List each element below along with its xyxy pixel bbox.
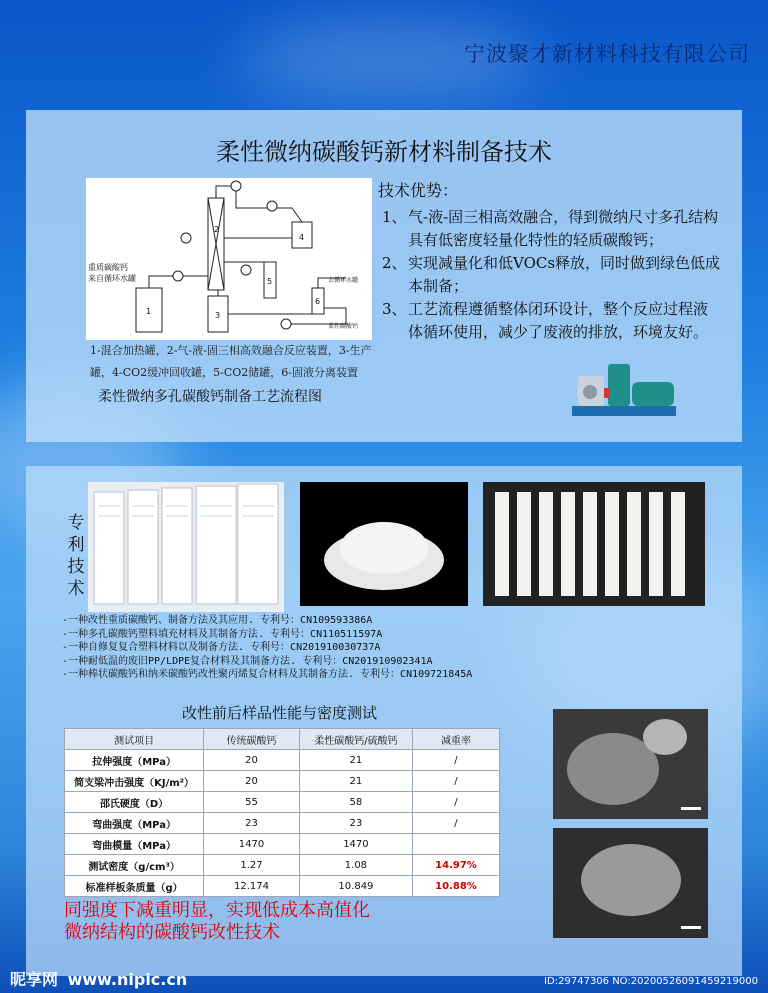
table-header-row [65,729,500,750]
cell-reduction: 14.97% [412,855,499,876]
slogan [64,900,370,944]
cell-flexible: 10.849 [299,876,412,897]
cell-traditional: 1.27 [204,855,300,876]
advantages-list [382,206,722,344]
cell-flexible: 21 [299,771,412,792]
cell-item: 简支梁冲击强度（KJ/m²） [65,771,204,792]
cell-item: 弯曲强度（MPa） [65,813,204,834]
cell-traditional: 12.174 [204,876,300,897]
cell-reduction: / [412,771,499,792]
sem-micrograph-image [553,709,708,819]
advantage-item [382,298,722,344]
advantage-number: 3、 [382,300,407,318]
advantage-text: 工艺流程遵循整体闭环设计，整个反应过程液体循环使用，减少了废液的排放，环境友好。 [408,300,709,341]
advantage-number: 1、 [382,208,407,226]
company-name: 宁波聚才新材料科技有限公司 [464,42,750,66]
patent-item: -一种多孔碳酸钙塑料填充材料及其制备方法. 专利号：CN110511597A [62,628,383,640]
cell-flexible: 23 [299,813,412,834]
header-item: 测试项目 [65,729,204,750]
advantage-text: 实现减量化和低VOCs释放，同时做到绿色低成本制备； [408,254,721,295]
patent-documents-image [88,482,284,612]
cell-item: 标准样板条质量（g） [65,876,204,897]
cell-reduction: / [412,792,499,813]
table-row [65,876,500,897]
cell-flexible: 1470 [299,834,412,855]
sem-micrograph-image [553,828,708,938]
test-specimens-image [483,482,705,606]
site-url: www.nipic.cn [67,970,188,989]
patent-item: -一种自修复复合塑料材料以及制备方法. 专利号：CN201910030737A [62,642,381,653]
performance-table [64,728,500,897]
footer [0,971,768,993]
table-title: 改性前后样品性能与密度测试 [182,704,378,722]
process-flow-diagram [86,178,372,340]
diagram-label-6: 6 [315,297,321,306]
advantage-item [382,206,722,252]
diagram-label-feed-top: 重质碳酸钙 [88,263,128,272]
cell-traditional: 23 [204,813,300,834]
diagram-label-1: 1 [146,307,152,316]
advantage-number: 2、 [382,254,407,272]
cell-flexible: 58 [299,792,412,813]
diagram-label-out-bottom: 柔性碳酸钙 [328,323,359,330]
cell-traditional: 20 [204,771,300,792]
diagram-caption: 1-混合加热罐，2-气-液-固三相高效融合反应装置，3-生产罐，4-CO2缓冲回收罐，5-CO2储罐，6-固液分离装置 [90,344,372,379]
diagram-label-out-top: 去循环水罐 [328,277,359,284]
cell-reduction: 10.88% [412,876,499,897]
table-row [65,792,500,813]
logo-text: 昵享网 [10,970,59,989]
header-traditional: 传统碳酸钙 [204,729,300,750]
diagram-label-3: 3 [215,311,221,320]
slogan-line-1: 同强度下减重明显，实现低成本高值化 [64,900,370,921]
table-row [65,834,500,855]
patent-item: -一种耐低温的废旧PP/LDPE复合材料及其制备方法. 专利号：CN201910902341A [62,655,433,667]
pump-equipment-image [568,362,678,424]
patent-item: -一种改性重质碳酸钙、制备方法及其应用. 专利号：CN109593386A [62,615,373,626]
cell-reduction: / [412,750,499,771]
cell-reduction: / [412,813,499,834]
image-id: ID:29747306 NO:20200526091459219000 [544,976,758,987]
watermark-logo [10,967,187,990]
cell-item: 弯曲模量（MPa） [65,834,204,855]
slogan-line-2: 微纳结构的碳酸钙改性技术 [64,922,280,943]
cell-traditional: 20 [204,750,300,771]
header-flexible: 柔性碳酸钙/硫酸钙 [299,729,412,750]
diagram-label-feed-bottom: 来自循环水罐 [88,274,136,283]
diagram-label-4: 4 [299,233,305,242]
cell-traditional: 1470 [204,834,300,855]
cell-flexible: 21 [299,750,412,771]
header-reduction: 减重率 [412,729,499,750]
page-title: 柔性微纳碳酸钙新材料制备技术 [216,138,552,166]
advantages-heading: 技术优势： [378,181,459,200]
cell-item: 邵氏硬度（D） [65,792,204,813]
advantage-item [382,252,722,298]
process-diagram-svg [86,178,372,340]
cell-item: 拉伸强度（MPa） [65,750,204,771]
patent-label: 专利技术 [67,513,85,599]
table-row [65,750,500,771]
patent-item: -一种棒状碳酸钙和纳米碳酸钙改性聚丙烯复合材料及其制备方法. 专利号：CN109721845A [62,669,473,680]
cell-traditional: 55 [204,792,300,813]
advantage-text: 气-液-固三相高效融合，得到微纳尺寸多孔结构具有低密度轻量化特性的轻质碳酸钙； [408,208,719,249]
table-row [65,771,500,792]
cell-reduction [412,834,499,855]
table-row [65,813,500,834]
diagram-title: 柔性微纳多孔碳酸钙制备工艺流程图 [98,389,322,405]
cell-item: 测试密度（g/cm³） [65,855,204,876]
table-row [65,855,500,876]
cell-flexible: 1.08 [299,855,412,876]
calcium-carbonate-pellets-image [300,482,468,606]
diagram-label-2: 2 [214,225,220,234]
patent-list [62,614,472,682]
diagram-label-5: 5 [267,277,273,286]
